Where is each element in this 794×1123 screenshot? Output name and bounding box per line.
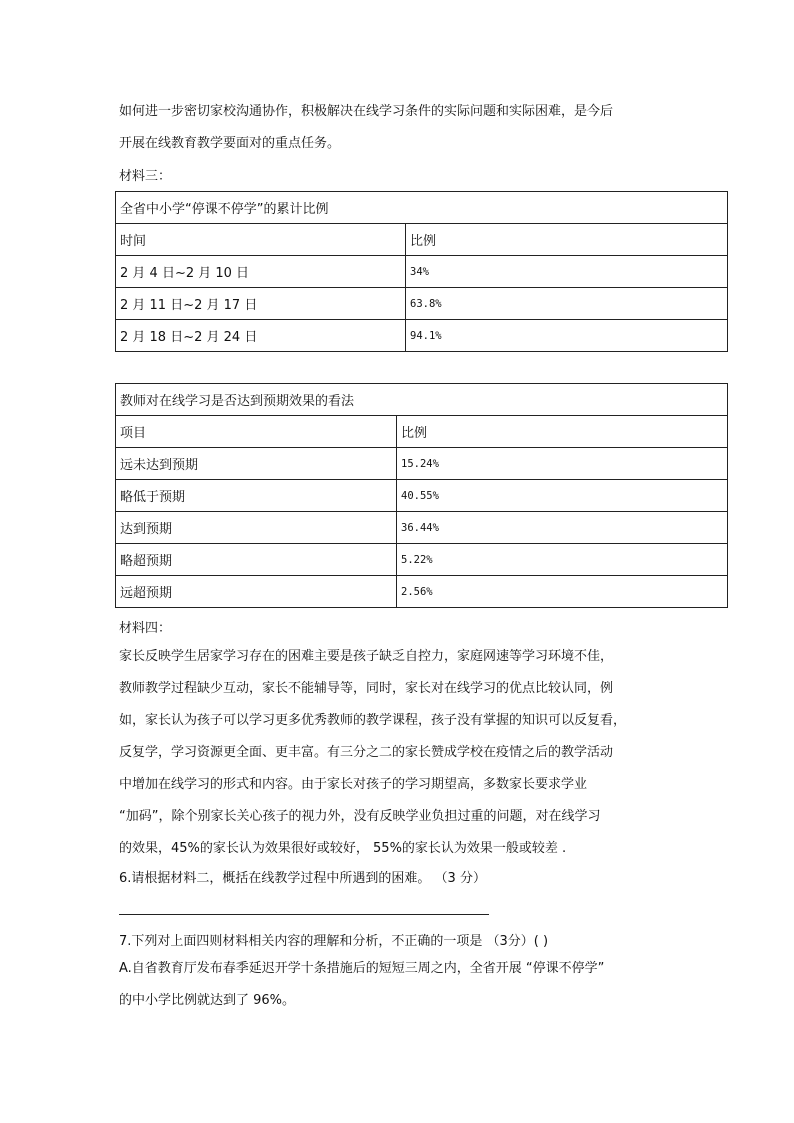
table-row [116,480,728,512]
table2-item: 略超预期 [116,544,397,576]
table-school-ratio [115,191,728,352]
answer-line [119,914,489,915]
intro-line-1: 如何进一步密切家校沟通协作，积极解决在线学习条件的实际问题和实际困难，是今后 [119,104,614,119]
table-row [116,544,728,576]
material4-line: 中增加在线学习的形式和内容。由于家长对孩子的学习期望高，多数家长要求学业 [119,777,588,792]
table2-header-item: 项目 [116,416,397,448]
option-a-line-1: A.自省教育厅发布春季延迟开学十条措施后的短短三周之内，全省开展 “停课不停学” [119,961,605,976]
table-row [116,256,728,288]
material3-label: 材料三： [119,169,172,184]
table1-ratio: 34% [406,256,728,288]
table2-header-ratio: 比例 [397,416,728,448]
intro-line-2: 开展在线教育教学要面对的重点任务。 [119,136,341,151]
table1-period: 2 月 18 日~2 月 24 日 [116,320,406,352]
table1-period: 2 月 11 日~2 月 17 日 [116,288,406,320]
table-row [116,448,728,480]
table2-ratio: 36.44% [397,512,728,544]
table2-ratio: 40.55% [397,480,728,512]
material4-label: 材料四： [119,621,172,636]
material4-line: 反复学，学习资源更全面、更丰富。有三分之二的家长赞成学校在疫情之后的教学活动 [119,745,614,760]
material4-line: 教师教学过程缺少互动，家长不能辅导等，同时，家长对在线学习的优点比较认同，例 [119,681,614,696]
material4-line: “加码”，除个别家长关心孩子的视力外，没有反映学业负担过重的问题，对在线学习 [119,809,601,824]
table2-title: 教师对在线学习是否达到预期效果的看法 [116,384,728,416]
table2-item: 远未达到预期 [116,448,397,480]
material4-line: 家长反映学生居家学习存在的困难主要是孩子缺乏自控力，家庭网速等学习环境不佳， [119,649,614,664]
question-7-stem: 7.下列对上面四则材料相关内容的理解和分析，不正确的一项是 （3分）( ) [119,934,549,949]
material4-paragraph [119,641,689,865]
table1-period: 2 月 4 日~2 月 10 日 [116,256,406,288]
intro-paragraph [119,96,689,160]
table-row [116,288,728,320]
table1-ratio: 94.1% [406,320,728,352]
table1-ratio: 63.8% [406,288,728,320]
table2-item: 远超预期 [116,576,397,608]
table-row [116,512,728,544]
table1-title: 全省中小学“停课不停学”的累计比例 [116,192,728,224]
table-teacher-opinion [115,383,728,608]
table1-header-time: 时间 [116,224,406,256]
question-6: 6.请根据材料二，概括在线教学过程中所遇到的困难。 （3 分） [119,871,486,886]
table2-item: 略低于预期 [116,480,397,512]
table2-ratio: 2.56% [397,576,728,608]
question-7-option-a [119,953,689,1017]
table-row [116,576,728,608]
table-row [116,320,728,352]
table2-ratio: 5.22% [397,544,728,576]
table2-ratio: 15.24% [397,448,728,480]
material4-line: 的效果，45%的家长认为效果很好或较好， 55%的家长认为效果一般或较差 . [119,841,567,856]
table1-header-ratio: 比例 [406,224,728,256]
option-a-line-2: 的中小学比例就达到了 96%。 [119,993,296,1008]
table2-item: 达到预期 [116,512,397,544]
material4-line: 如，家长认为孩子可以学习更多优秀教师的教学课程，孩子没有掌握的知识可以反复看， [119,713,627,728]
